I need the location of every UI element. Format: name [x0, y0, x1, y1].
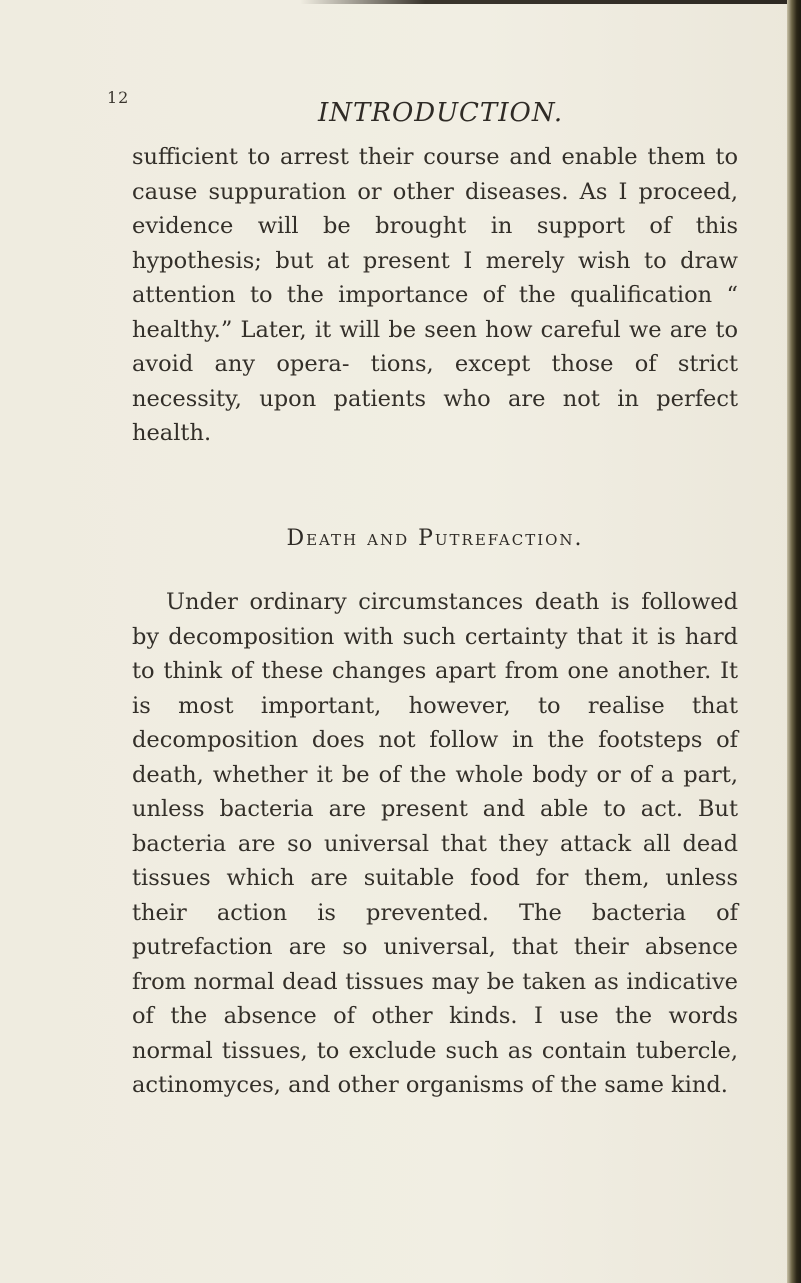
- running-head: INTRODUCTION.: [318, 98, 564, 128]
- page-number: 12: [107, 88, 130, 107]
- body-paragraph-2: Under ordinary circumstances death is followed by decomposition with such certainty that it is hard to think of these changes apart from one another. It is most important, however, to realise that decomposition does not follow in the footsteps of death, whether it be of the whole body or of a part, unless bacteria are present and able to act. But bacteria are so universal that they attack all dead tissues which are suitable food for them, unless their action is prevented. The bacteria of putrefaction are so universal, that their absence from normal dead tissues may be taken as indicative of the absence of other kinds. I use the words normal tissues, to exclude such as contain tubercle, actinomyces, and other organisms of the same kind.: [132, 589, 738, 1098]
- body-paragraph-1: sufficient to arrest their course and enable them to cause suppuration or other diseases. As I proceed, evidence will be brought in support of this hypothesis; but at present I merely wish to draw attention to the importance of the qualification “ healthy.” Later, it will be seen how careful we are to avoid any opera- tions, except those of strict necessity, upon patients who are not in perfect health.: [132, 144, 738, 446]
- section-heading: Death and Putrefaction.: [286, 526, 584, 551]
- top-edge-shadow: [300, 0, 801, 4]
- page-binding-edge: [787, 0, 801, 1283]
